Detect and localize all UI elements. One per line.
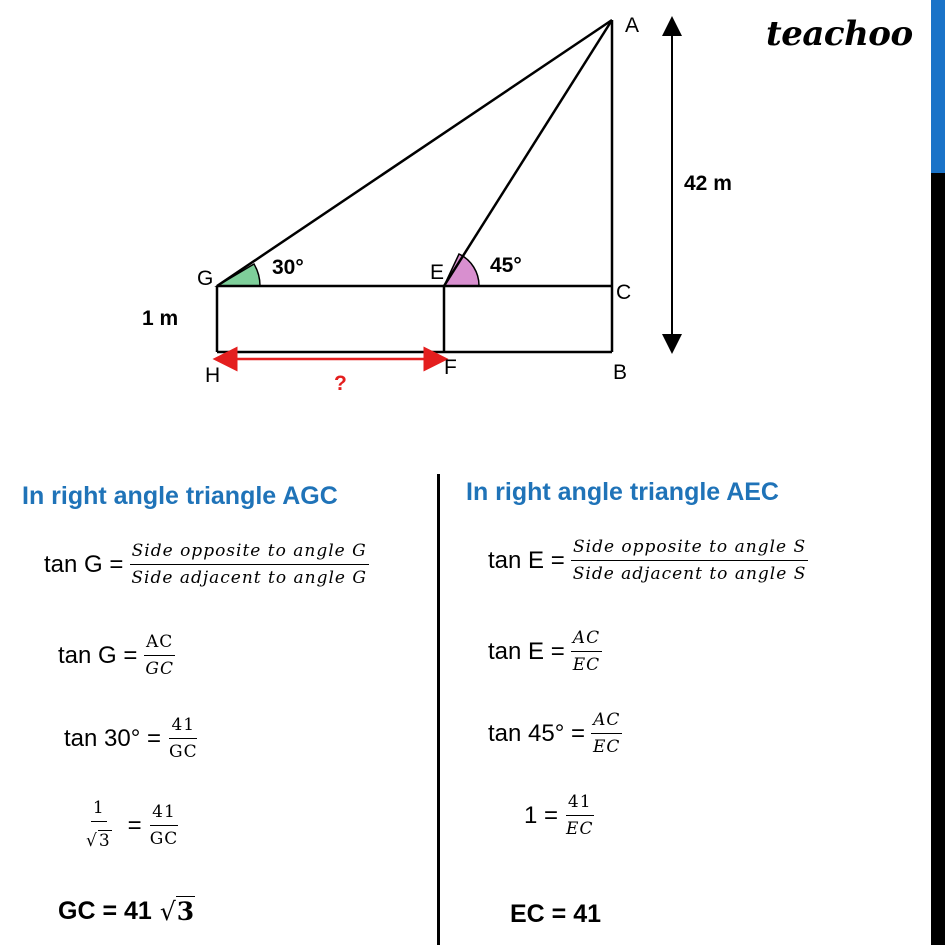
left-eq3-fraction [167,715,200,762]
vertex-label-f: F [444,356,457,379]
side-label: 1 m [142,307,179,330]
right-equation-4 [524,792,595,839]
left-equation-2 [58,632,176,679]
left-eq2-lhs: tan G = [58,641,138,669]
left-eq4-lhs-fraction [84,798,114,853]
right-eq2-lhs: tan E = [488,637,565,665]
right-eq2-fraction [571,628,602,675]
left-eq4-equals: = [127,811,142,839]
right-eq1-numerator: Side opposite to angle S [571,537,808,561]
unknown-label: ? [334,372,347,395]
right-eq4-numerator: 41 [566,792,594,816]
right-eq1-lhs: tan E = [488,546,565,574]
left-eq4-sqrt-icon: √ [86,831,98,851]
vertex-label-c: C [616,281,632,304]
right-equation-1 [488,537,808,584]
vertex-label-a: A [625,14,640,37]
height-label: 42 m [684,172,732,195]
left-equation-4 [84,798,180,853]
right-result [510,900,601,929]
right-heading: In right angle triangle AEC [466,478,779,506]
right-eq3-numerator: AC [591,710,622,734]
right-equation-2 [488,628,602,675]
left-eq3-denominator: GC [169,742,198,762]
left-heading: In right angle triangle AGC [22,482,338,510]
line-ga [217,20,612,286]
vertex-label-g: G [197,267,214,290]
right-eq1-fraction [571,537,809,584]
vertex-label-h: H [205,364,221,387]
left-result-text: GC = 41 [58,896,152,925]
right-result-text: EC = 41 [510,900,602,928]
right-eq4-lhs: 1 = [524,801,559,829]
geometry-figure [0,0,945,420]
column-divider [437,474,440,945]
right-eq4-denominator: EC [566,819,594,839]
left-eq1-fraction [129,541,369,588]
left-eq3-lhs: tan 30° = [64,724,162,752]
left-result [58,896,195,926]
left-eq3-numerator: 41 [169,715,197,739]
left-eq2-fraction [143,632,176,679]
right-eq4-fraction [564,792,595,839]
line-ea [444,20,612,286]
left-eq4-lhs-numerator: 1 [91,798,107,822]
left-eq4-denominator: GC [149,829,179,849]
left-eq1-numerator: Side opposite to angle G [130,541,369,565]
right-eq3-fraction [591,710,622,757]
left-eq4-lhs-denominator [84,822,114,853]
left-eq1-denominator: Side adjacent to angle G [131,568,367,588]
angle-g-label: 30° [272,256,304,279]
vertex-label-b: B [613,361,628,384]
right-eq2-denominator: EC [572,655,601,675]
left-eq2-denominator: GC [145,659,174,679]
right-eq1-denominator: Side adjacent to angle S [572,564,807,584]
left-equation-1 [44,541,369,588]
left-eq2-numerator: AC [144,632,175,656]
left-eq1-lhs: tan G = [44,550,124,578]
left-equation-3 [64,715,200,762]
right-eq3-lhs: tan 45° = [488,719,586,747]
left-eq4-sqrt-arg: 3 [98,831,111,851]
left-eq4-rhs-fraction [148,802,181,849]
right-eq2-numerator: AC [571,628,602,652]
vertex-label-e: E [430,261,445,284]
teachoo-logo: teachoo [766,14,913,54]
right-eq3-denominator: EC [593,737,621,757]
left-result-sqrt-icon: √ [159,897,176,926]
left-eq4-numerator: 41 [150,802,178,826]
left-result-sqrt-arg: 3 [176,897,195,926]
right-equation-3 [488,710,622,757]
angle-e-label: 45° [490,254,522,277]
